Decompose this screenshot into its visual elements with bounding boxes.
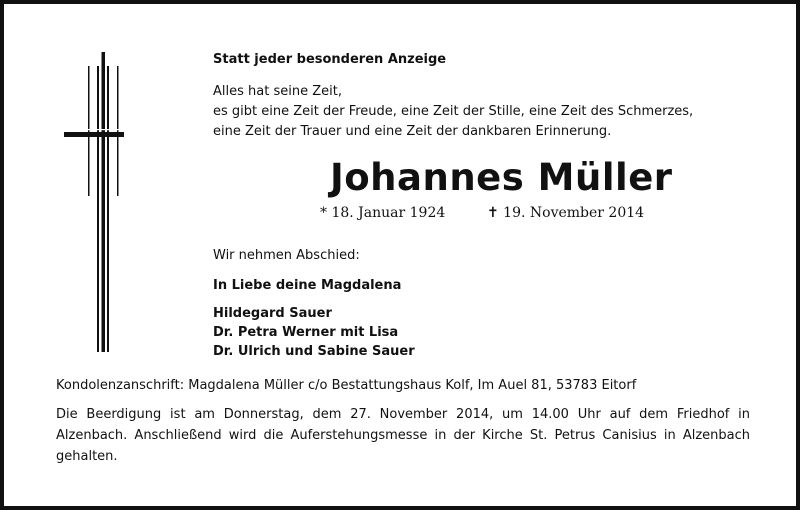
mourner-name: Hildegard Sauer bbox=[213, 306, 332, 321]
birth-date: * 18. Januar 1924 bbox=[320, 205, 446, 221]
mourner-name: Dr. Petra Werner mit Lisa bbox=[213, 325, 399, 340]
farewell-line: Wir nehmen Abschied: bbox=[213, 248, 360, 263]
funeral-details bbox=[56, 404, 750, 467]
mourner-primary: In Liebe deine Magdalena bbox=[213, 278, 402, 293]
verse bbox=[213, 82, 693, 142]
deceased-name: Johannes Müller bbox=[330, 156, 673, 199]
cross-icon bbox=[62, 52, 126, 352]
funeral-line: Alzenbach. Anschließend wird die Auferstehungsmesse in der Kirche St. Petrus Canisius in Alzenbach bbox=[56, 428, 750, 443]
death-date: ✝ 19. November 2014 bbox=[487, 205, 645, 221]
verse-line: es gibt eine Zeit der Freude, eine Zeit der Stille, eine Zeit des Schmerzes, bbox=[213, 104, 694, 119]
funeral-line: gehalten. bbox=[56, 449, 118, 464]
verse-line: Alles hat seine Zeit, bbox=[213, 84, 342, 99]
funeral-line: Die Beerdigung ist am Donnerstag, dem 27. November 2014, um 14.00 Uhr auf dem Friedhof in bbox=[56, 407, 750, 422]
condolence-address: Kondolenzanschrift: Magdalena Müller c/o Bestattungshaus Kolf, Im Auel 81, 53783 Eitorf bbox=[56, 378, 637, 393]
verse-line: eine Zeit der Trauer und eine Zeit der dankbaren Erinnerung. bbox=[213, 124, 612, 139]
mourner-name: Dr. Ulrich und Sabine Sauer bbox=[213, 344, 415, 359]
mourners-list bbox=[213, 276, 415, 361]
notice-header: Statt jeder besonderen Anzeige bbox=[213, 52, 447, 67]
